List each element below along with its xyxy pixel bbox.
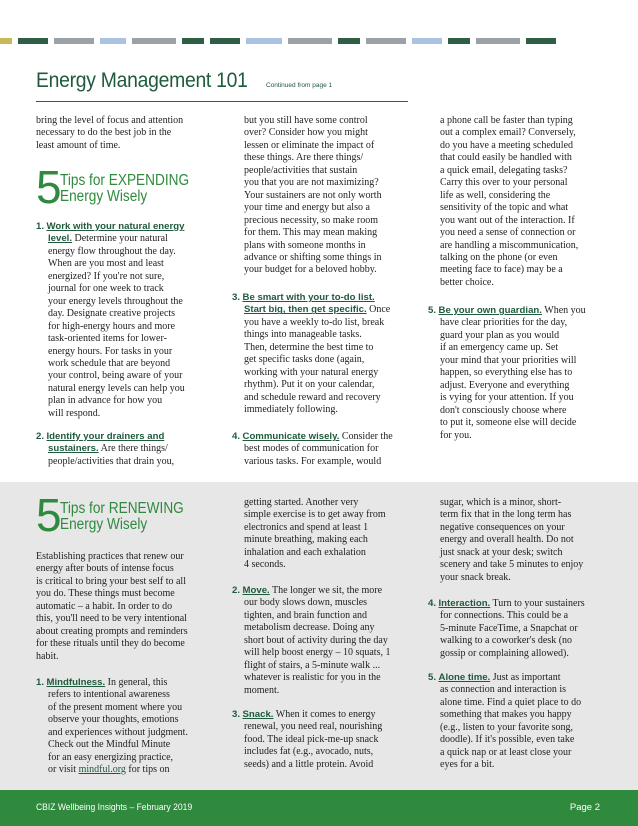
text-line: walking to a coworker's desk (no: [440, 635, 573, 647]
text-line: something that makes you happy: [440, 709, 572, 721]
color-bar-segment: [526, 38, 556, 44]
text-line: as connection and interaction is: [440, 684, 567, 696]
text-line: Your sustainers are not only worth: [244, 189, 382, 201]
text-line: will respond.: [48, 407, 101, 419]
color-bar-segment: [210, 38, 240, 44]
color-bar-segment: [412, 38, 442, 44]
text-line: energy hours. For tasks in your: [48, 345, 173, 357]
text-line: Consider the: [339, 431, 393, 442]
text-line: your snack break.: [440, 571, 511, 583]
text-line: have clear priorities for the day,: [440, 317, 568, 329]
text-line: 4 seconds.: [244, 559, 286, 571]
text-line: rhythm). Put it on your calendar,: [244, 379, 375, 391]
tip-3-expending: [232, 292, 412, 417]
text-line: and experiences without judgment.: [48, 726, 188, 738]
tip-title-cont: sustainers.: [48, 443, 99, 455]
text-line: to put it, someone else will decide: [440, 417, 577, 429]
text-line: your mind that your priorities will: [440, 354, 577, 366]
tip-title: Communicate wisely.: [242, 431, 340, 442]
text-line: day. Designate creative projects: [48, 308, 176, 320]
text-line: negative consequences on your: [440, 521, 565, 533]
text-line: your energy levels throughout the: [48, 295, 183, 307]
text-line: a quick nap or at least close your: [440, 746, 572, 758]
text-line: will help boost energy – 10 squats, 1: [244, 647, 391, 659]
heading-number: 5: [36, 489, 62, 541]
text-line: if an emergency came up. Set: [440, 342, 559, 354]
text-line: you want out of the interaction. If: [440, 214, 575, 226]
heading-number: 5: [36, 161, 62, 213]
text-line: for you.: [440, 429, 472, 441]
tip-5-renewing: [428, 672, 613, 772]
text-line: gossip or complaining allowed).: [440, 647, 569, 659]
text-line: for high-energy hours and more: [48, 320, 176, 332]
text-line: habit.: [36, 650, 59, 662]
text-line: doodle). If it's possible, even take: [440, 734, 575, 746]
tip-4-renewing: [428, 598, 613, 660]
text-line: this, you'll need to be very intentional: [36, 613, 187, 625]
text-line: for them. This may mean making: [244, 227, 378, 239]
text-line: bring the level of focus and attention: [36, 115, 184, 126]
tip-5-expending: [428, 305, 608, 442]
text-line: (e.g., listen to your favorite song,: [440, 721, 574, 733]
text-line: but you still have some control: [244, 115, 368, 126]
page-header: [36, 68, 408, 102]
text-line: Once: [366, 304, 391, 316]
text-line: immediately following.: [244, 404, 338, 416]
text-line: energized? If you're not sure,: [48, 270, 165, 282]
text-line: various tasks. For example, would: [244, 455, 382, 467]
text-line: observe your thoughts, emotions: [48, 714, 179, 726]
text-line: you that you are not maximizing?: [244, 177, 379, 189]
tip-3-renewing: [232, 709, 417, 771]
text-line: of the present moment where you: [48, 701, 183, 713]
renewing-tips-heading: [36, 489, 216, 544]
text-line: Just as important: [490, 672, 561, 683]
lower-column-2: [232, 497, 417, 572]
text-line: for connections. This could be a: [440, 610, 569, 622]
page-number: Page 2: [569, 802, 600, 813]
text-line: are handling a miscommunication,: [440, 239, 579, 251]
tip-number: 5.: [428, 672, 437, 683]
text-line: whatever is realistic for you in the: [244, 672, 381, 684]
text-line: In general, this: [105, 677, 168, 688]
text-line: about creating prompts and reminders: [36, 625, 188, 637]
text-line: short bout of activity during the day: [244, 634, 388, 646]
tip-title: Interaction.: [438, 598, 491, 609]
text-line: necessary to do the best job in the: [36, 127, 172, 139]
tip-2-expending: [36, 431, 216, 468]
text-line: is critical to bring your best self to all: [36, 575, 186, 587]
text-line: meeting face to face) may be a: [440, 264, 563, 276]
text-line: precious necessity, so make room: [244, 214, 379, 226]
tip-title: Alone time.: [438, 672, 491, 683]
text-line: energy after bouts of intense focus: [36, 563, 174, 575]
text-line: Carry this over to your personal: [440, 177, 568, 189]
text-line: that could easily be handled with: [440, 152, 572, 164]
text-line: getting started. Another very: [244, 497, 359, 508]
text-line: for these rituals until they do become: [36, 638, 185, 650]
text-line: working with your natural energy: [244, 366, 379, 378]
text-line: When it comes to energy: [273, 709, 376, 720]
tip-title-cont: level.: [48, 233, 73, 245]
text-line: Establishing practices that renew our: [36, 551, 184, 562]
text-line: just snack at your desk; switch: [440, 546, 563, 558]
tip-title-cont: Start big, then get specific.: [244, 304, 367, 316]
color-bar-segment: [132, 38, 176, 44]
color-bar-segment: [476, 38, 520, 44]
text-line: plan in advance for how you: [48, 395, 163, 407]
text-line: life as well, considering the: [440, 189, 551, 201]
tip-number: 1.: [36, 677, 45, 688]
text-line: guard your plan as you would: [440, 329, 560, 341]
text-line: inhalation and each exhalation: [244, 546, 366, 558]
text-line: or visit: [48, 764, 79, 776]
text-line: you do. These things must become: [36, 588, 175, 600]
upper-column-2: [232, 115, 412, 277]
text-line: seeds) and a little protein. Avoid: [244, 758, 374, 770]
tip-number: 4.: [232, 431, 241, 442]
text-line: natural energy levels can help you: [48, 382, 185, 394]
upper-column-3: [428, 115, 608, 289]
heading-line-1: Tips for RENEWING: [60, 500, 184, 517]
text-line: sensitivity of the topic and what: [440, 202, 569, 214]
text-line: 5-minute FaceTime, a Snapchat or: [440, 622, 578, 634]
text-line: is vying for your attention. If you: [440, 392, 574, 404]
text-line: least amount of time.: [36, 139, 121, 151]
text-line: plans with someone months in: [244, 239, 366, 251]
tip-number: 3.: [232, 709, 241, 720]
text-line: includes fat (e.g., avocado, nuts,: [244, 746, 374, 758]
tip-number: 1.: [36, 221, 45, 232]
text-line: The longer we sit, the more: [269, 585, 383, 596]
tip-title: Snack.: [242, 709, 274, 720]
text-line: tighten, and brain function and: [244, 609, 368, 621]
heading-line-2: Energy Wisely: [60, 188, 148, 205]
text-line: When you: [541, 305, 586, 316]
text-line: happen, so everything else has to: [440, 367, 573, 379]
tip-number: 5.: [428, 305, 437, 316]
color-bar-segment: [54, 38, 94, 44]
tip-title: Move.: [242, 585, 270, 596]
color-bar-segment: [366, 38, 406, 44]
text-line: Determine your natural: [72, 233, 168, 245]
color-bar-segment: [0, 38, 12, 44]
text-line: refers to intentional awareness: [48, 689, 170, 701]
color-bar-segment: [288, 38, 332, 44]
color-bar-segment: [448, 38, 470, 44]
tip-1-expending: [36, 221, 216, 420]
upper-column-1: [36, 115, 216, 152]
text-line: journal for one week to track: [48, 283, 164, 295]
decorative-color-bar: [0, 38, 638, 44]
mindful-link[interactable]: mindful.org: [78, 764, 126, 776]
heading-line-1: Tips for EXPENDING: [60, 172, 190, 189]
text-line: for an easy energizing practice,: [48, 751, 174, 763]
text-line: Turn to your sustainers: [490, 598, 585, 609]
text-line: scenery and take 5 minutes to enjoy: [440, 559, 584, 571]
text-line: alone time. Find a quiet place to do: [440, 696, 582, 708]
color-bar-segment: [182, 38, 204, 44]
text-line: for tips on: [125, 764, 170, 776]
text-line: advance or shifting some things in: [244, 251, 382, 263]
text-line: a quick email, delegating tasks?: [440, 164, 568, 176]
text-line: get specific tasks done (again,: [244, 354, 365, 366]
text-line: things into manageable tasks.: [244, 329, 362, 341]
renewing-intro: [36, 551, 221, 663]
text-line: adjust. Everyone and everything: [440, 379, 570, 391]
tip-number: 3.: [232, 292, 241, 303]
tip-title: Identify your drainers and: [46, 431, 165, 442]
text-line: Then, determine the best time to: [244, 341, 374, 353]
tip-title: Be smart with your to-do list.: [242, 292, 375, 303]
tip-number: 2.: [232, 585, 241, 596]
color-bar-segment: [18, 38, 48, 44]
text-line: your control, being aware of your: [48, 370, 183, 382]
text-line: work schedule that are beyond: [48, 357, 171, 369]
heading-line-2: Energy Wisely: [60, 516, 148, 533]
text-line: better choice.: [440, 276, 494, 288]
text-line: moment.: [244, 684, 280, 696]
expending-tips-heading: [36, 161, 216, 216]
tip-number: 2.: [36, 431, 45, 442]
text-line: don't consciously choose where: [440, 404, 567, 416]
text-line: out a complex email? Conversely,: [440, 127, 576, 139]
text-line: and schedule reward and recovery: [244, 391, 381, 403]
text-line: minute breathing, making each: [244, 534, 368, 546]
text-line: automatic – a habit. In order to do: [36, 600, 173, 612]
tip-title: Mindfulness.: [46, 677, 106, 688]
text-line: best modes of communication for: [244, 443, 379, 455]
tip-1-renewing: [36, 677, 221, 777]
text-line: Are there things/: [98, 443, 168, 455]
text-line: Check out the Mindful Minute: [48, 739, 171, 751]
text-line: energy and overall health. Do not: [440, 534, 574, 546]
text-line: sugar, which is a minor, short-: [440, 497, 562, 508]
color-bar-segment: [246, 38, 282, 44]
text-line: our body slows down, muscles: [244, 597, 368, 609]
text-line: lessen or eliminate the impact of: [244, 139, 375, 151]
text-line: people/activities that drain you,: [48, 455, 175, 467]
text-line: you have a weekly to-do list, break: [244, 316, 385, 328]
text-line: metabolism decrease. Doing any: [244, 622, 375, 634]
text-line: your budget for a beloved hobby.: [244, 264, 377, 276]
tip-title: Be your own guardian.: [438, 305, 542, 316]
text-line: do you have a meeting scheduled: [440, 139, 574, 151]
lower-column-3: [428, 497, 613, 584]
text-line: you need a sense of connection or: [440, 227, 576, 239]
color-bar-segment: [100, 38, 126, 44]
text-line: electronics and spend at least 1: [244, 521, 369, 533]
text-line: term fix that in the long term has: [440, 509, 572, 521]
page-footer: [0, 790, 638, 826]
text-line: your time and energy but also a: [244, 202, 370, 214]
text-line: renewal, you need real, nourishing: [244, 721, 383, 733]
tip-number: 4.: [428, 598, 437, 609]
text-line: food. The ideal pick-me-up snack: [244, 733, 379, 745]
text-line: When are you most and least: [48, 258, 164, 270]
color-bar-segment: [338, 38, 360, 44]
continued-note: Continued from page 1: [266, 82, 333, 89]
text-line: a phone call be faster than typing: [440, 115, 573, 126]
text-line: simple exercise is to get away from: [244, 509, 386, 521]
footer-publication: CBIZ Wellbeing Insights – February 2019: [36, 802, 193, 813]
text-line: task-oriented items for lower-: [48, 333, 167, 345]
page-title: Energy Management 101: [36, 68, 248, 92]
text-line: these things. Are there things/: [244, 152, 364, 164]
text-line: flight of stairs, a 5-minute walk ...: [244, 659, 381, 671]
text-line: eyes for a bit.: [440, 759, 495, 771]
tip-2-renewing: [232, 585, 417, 697]
text-line: over? Consider how you might: [244, 127, 368, 139]
text-line: energy flow throughout the day.: [48, 245, 176, 257]
tip-4-expending: [232, 431, 412, 468]
text-line: talking on the phone (or even: [440, 251, 558, 263]
tip-title: Work with your natural energy: [46, 221, 185, 232]
text-line: people/activities that sustain: [244, 164, 358, 176]
